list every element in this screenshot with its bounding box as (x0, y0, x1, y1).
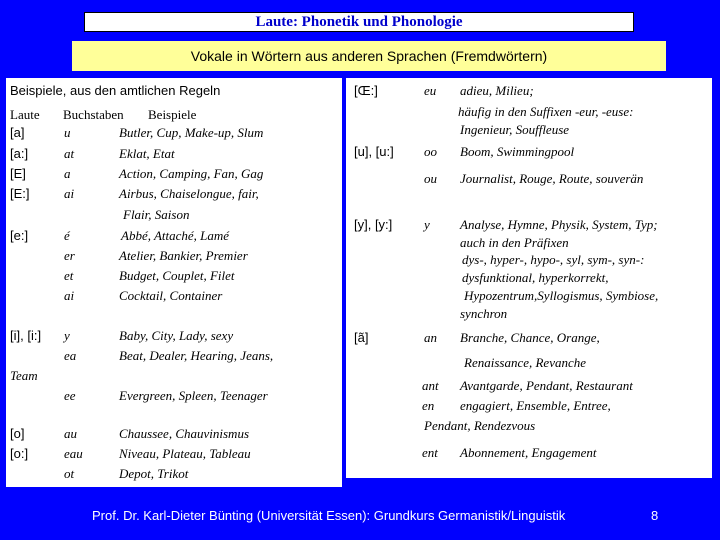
row-examples: Renaissance, Revanche (464, 355, 587, 370)
row-examples: Depot, Trikot (119, 466, 189, 481)
row-letters: at (64, 146, 75, 161)
row-examples: Butler, Cup, Make-up, Slum (119, 125, 264, 140)
row-laut: [i], [i:] (10, 328, 42, 343)
left-heading: Beispiele, aus den amtlichen Regeln (10, 83, 221, 98)
row-examples: adieu, Milieu; (460, 83, 534, 98)
footer-credit: Prof. Dr. Karl-Dieter Bünting (Universität Essen): Grundkurs Germanistik/Linguistik (92, 508, 566, 523)
row-letters: y (64, 328, 70, 343)
row-letters: ent (422, 445, 438, 460)
column-header-beispiele: Beispiele (148, 107, 197, 122)
row-examples: dys-, hyper-, hypo-, syl, sym-, syn-: (462, 252, 645, 267)
row-examples: Abonnement, Engagement (460, 445, 597, 460)
row-letters: eau (64, 446, 83, 461)
slide-title: Laute: Phonetik und Phonologie (84, 12, 634, 32)
left-table-panel (6, 78, 342, 487)
row-laut: [y], [y:] (354, 217, 393, 232)
row-letters: an (424, 330, 437, 345)
row-examples: Analyse, Hymne, Physik, System, Typ; (460, 217, 658, 232)
row-examples: dysfunktional, hyperkorrekt, (462, 270, 609, 285)
column-header-laute: Laute (10, 107, 40, 122)
row-laut: [E:] (10, 186, 30, 201)
row-examples: Branche, Chance, Orange, (460, 330, 600, 345)
row-examples: engagiert, Ensemble, Entree, (460, 398, 611, 413)
row-examples: synchron (460, 306, 508, 321)
row-letters: a (64, 166, 71, 181)
row-examples: Niveau, Plateau, Tableau (119, 446, 251, 461)
row-letters: ant (422, 378, 439, 393)
row-examples: Eklat, Etat (119, 146, 175, 161)
row-laut: [u], [u:] (354, 144, 394, 159)
row-laut: [Œ:] (354, 83, 378, 98)
row-examples: Cocktail, Container (119, 288, 223, 303)
row-letters: ea (64, 348, 77, 363)
row-examples: Flair, Saison (123, 207, 190, 222)
row-examples: Chaussee, Chauvinismus (119, 426, 249, 441)
row-laut: [o:] (10, 446, 29, 461)
row-examples: Avantgarde, Pendant, Restaurant (460, 378, 633, 393)
row-laut: [ã] (354, 330, 369, 345)
row-laut: [a:] (10, 146, 29, 161)
row-laut: [e:] (10, 228, 29, 243)
right-table-panel (346, 78, 712, 478)
row-letters: ot (64, 466, 75, 481)
row-letters: ee (64, 388, 76, 403)
row-examples: Airbus, Chaiselongue, fair, (119, 186, 259, 201)
column-header-buchstaben: Buchstaben (63, 107, 124, 122)
row-examples: Pendant, Rendezvous (424, 418, 536, 433)
row-examples: Hypozentrum,Syllogismus, Symbiose, (464, 288, 659, 303)
row-letters: au (64, 426, 77, 441)
row-laut: [o] (10, 426, 25, 441)
row-laut: [E] (10, 166, 26, 181)
row-letters: en (422, 398, 435, 413)
row-laut: [a] (10, 125, 25, 140)
row-examples: Ingenieur, Souffleuse (460, 122, 570, 137)
row-letters: eu (424, 83, 437, 98)
row-examples: Atelier, Bankier, Premier (119, 248, 248, 263)
row-examples: Abbé, Attaché, Lamé (121, 228, 230, 243)
row-examples: Action, Camping, Fan, Gag (119, 166, 264, 181)
row-examples: Budget, Couplet, Filet (119, 268, 235, 283)
row-examples: häufig in den Suffixen -eur, -euse: (458, 104, 634, 119)
row-letters: é (64, 228, 70, 243)
row-examples: Journalist, Rouge, Route, souverän (460, 171, 644, 186)
row-letters: et (64, 268, 74, 283)
row-letters: y (424, 217, 430, 232)
row-laut: Team (10, 368, 38, 383)
page-number: 8 (651, 508, 659, 523)
row-examples: auch in den Präfixen (460, 235, 569, 250)
row-examples: Evergreen, Spleen, Teenager (119, 388, 268, 403)
row-examples: Boom, Swimmingpool (460, 144, 575, 159)
row-letters: ai (64, 288, 75, 303)
row-examples: Baby, City, Lady, sexy (119, 328, 234, 343)
row-letters: oo (424, 144, 437, 159)
slide-subtitle: Vokale in Wörtern aus anderen Sprachen (Fremdwörtern) (72, 41, 666, 71)
row-letters: ou (424, 171, 437, 186)
row-examples: Beat, Dealer, Hearing, Jeans, (119, 348, 274, 363)
row-letters: u (64, 125, 71, 140)
row-letters: ai (64, 186, 75, 201)
row-letters: er (64, 248, 75, 263)
